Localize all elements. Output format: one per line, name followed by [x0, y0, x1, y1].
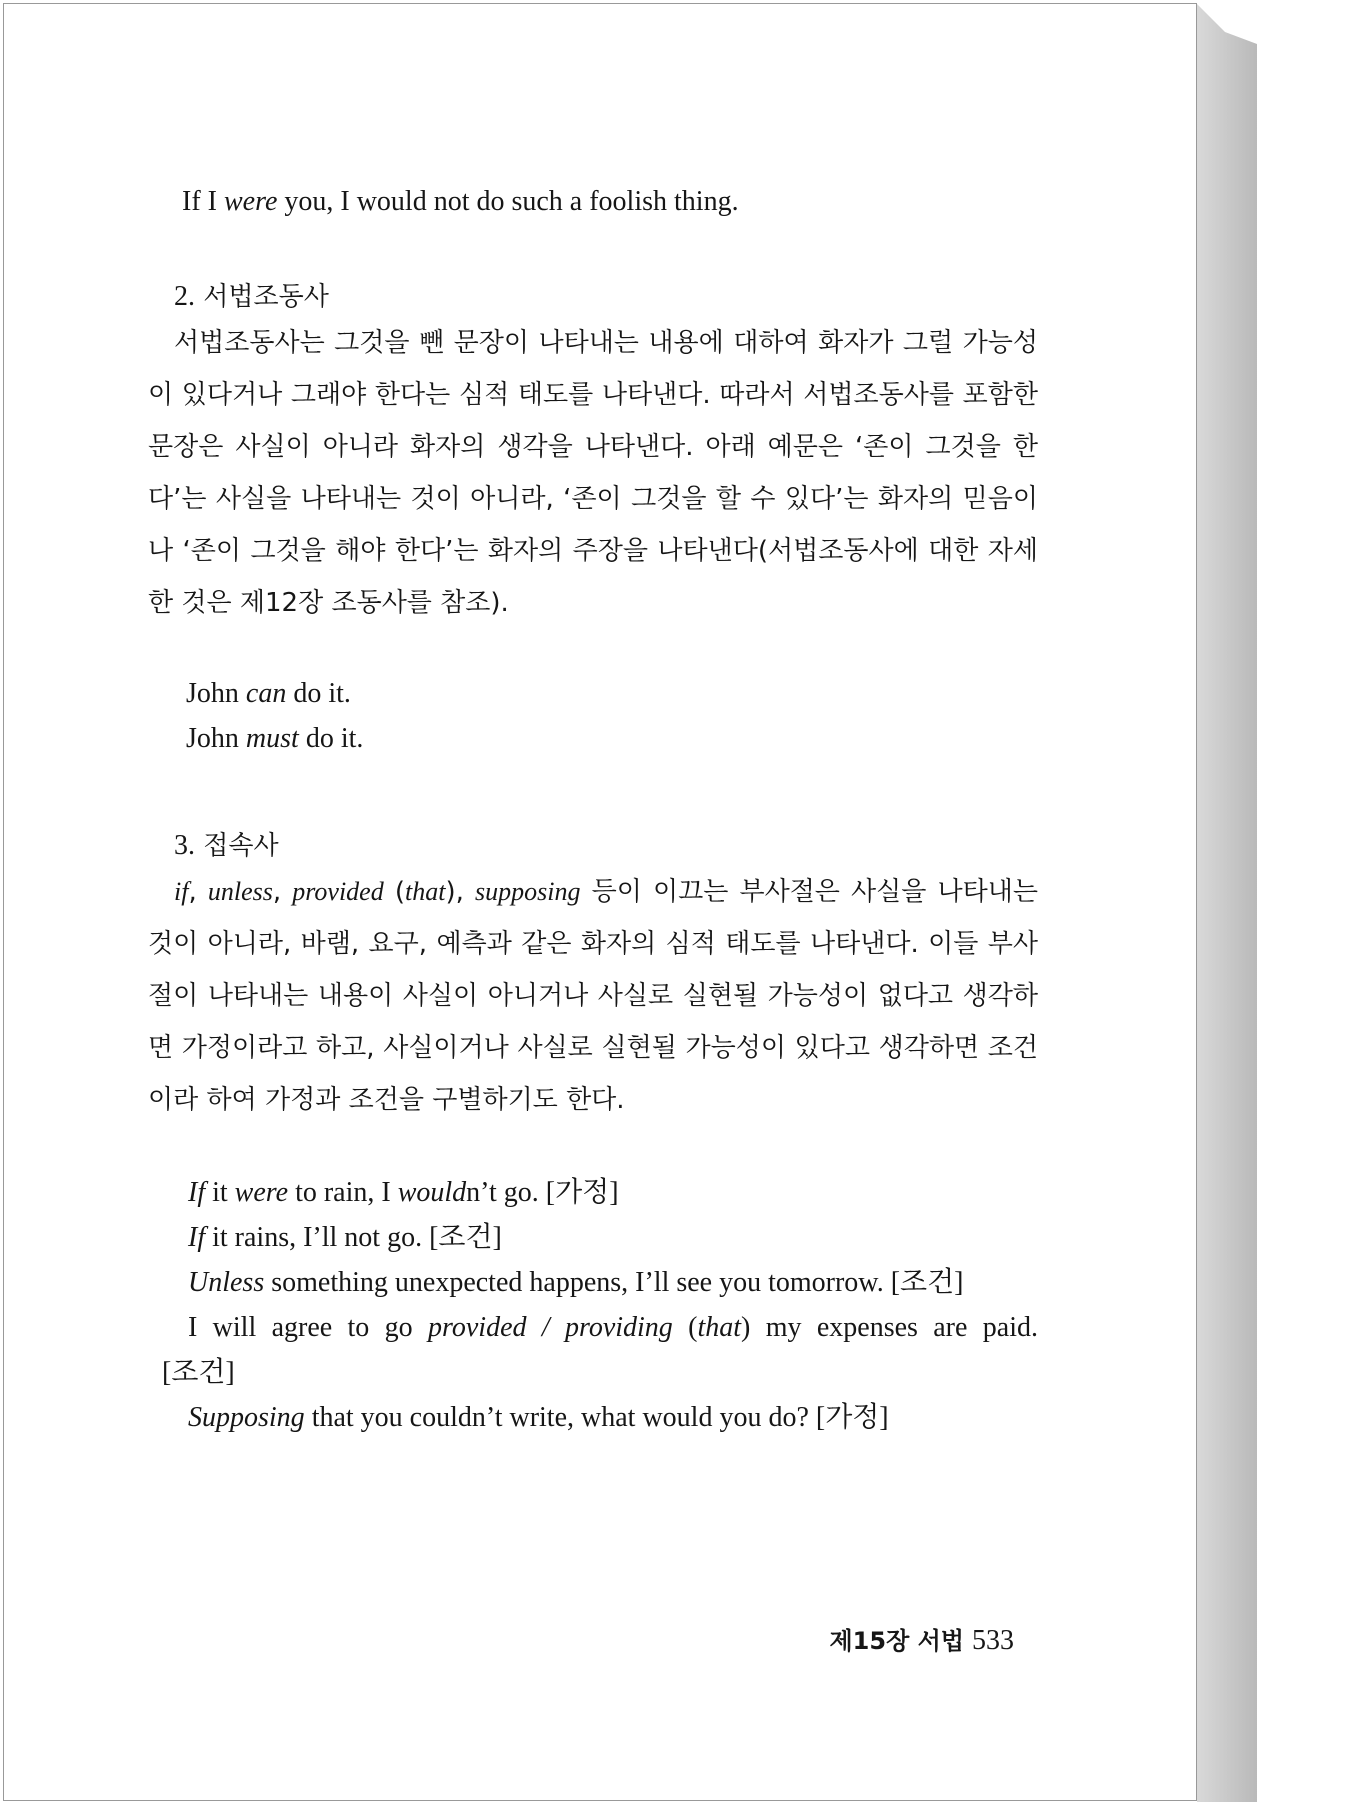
example-sentence: John must do it.: [186, 723, 364, 755]
page-edge-shadow: [1197, 4, 1257, 1802]
section-2-body: 서법조동사는 그것을 뺀 문장이 나타내는 내용에 대하여 화자가 그럴 가능성이 있다거나 그래야 한다는 심적 태도를 나타낸다. 따라서 서법조동사를 포함한 문장은 사실이 아니라 화자의 생각을 나타낸다. 아래 예문은 ‘존이 그것을 한다’는 사실을 나타내는 것이 아니라, ‘존이 그것을 할 수 있다’는 화자의 믿음이나 ‘존이 그것을 해야 한다’는 화자의 주장을 나타낸다(서법조동사에 대한 자세한 것은 제12장 조동사를 참조).: [148, 328, 1038, 619]
example-sentence: If it were to rain, I wouldn’t go. [가정]: [188, 1177, 619, 1209]
page-number: 533: [972, 1625, 1014, 1656]
page-footer: [814, 1621, 1014, 1657]
book-page: [3, 3, 1197, 1801]
example-sentence: Unless something unexpected happens, I’ll see you tomorrow. [조건]: [188, 1267, 964, 1299]
page-content: [148, 184, 1038, 1440]
section-3-heading: 3. 접속사: [174, 830, 279, 862]
example-sentence: If it rains, I’ll not go. [조건]: [188, 1222, 502, 1254]
chapter-label: 제15장 서법: [829, 1627, 964, 1655]
section-2-examples: [148, 671, 1038, 761]
top-example-sentence: If I were you, I would not do such a foolish thing.: [182, 186, 739, 217]
section-3-examples: [148, 1170, 1038, 1440]
example-sentence: John can do it.: [186, 678, 351, 710]
section-3-body: if, unless, provided (that), supposing 등이 이끄는 부사절은 사실을 나타내는 것이 아니라, 바램, 요구, 예측과 같은 화자의 심적 태도를 나타낸다. 이들 부사절이 나타내는 내용이 사실이 아니거나 사실로 실현될 가능성이 없다고 생각하면 가정이라고 하고, 사실이거나 사실로 실현될 가능성이 있다고 생각하면 조건이라 하여 가정과 조건을 구별하기도 한다.: [148, 877, 1038, 1116]
example-sentence: Supposing that you couldn’t write, what would you do? [가정]: [188, 1402, 889, 1434]
example-sentence: I will agree to go provided / providing (that) my expenses are paid.: [188, 1312, 1038, 1344]
example-tag: [조건]: [162, 1357, 235, 1389]
section-2-heading: 2. 서법조동사: [174, 281, 329, 313]
